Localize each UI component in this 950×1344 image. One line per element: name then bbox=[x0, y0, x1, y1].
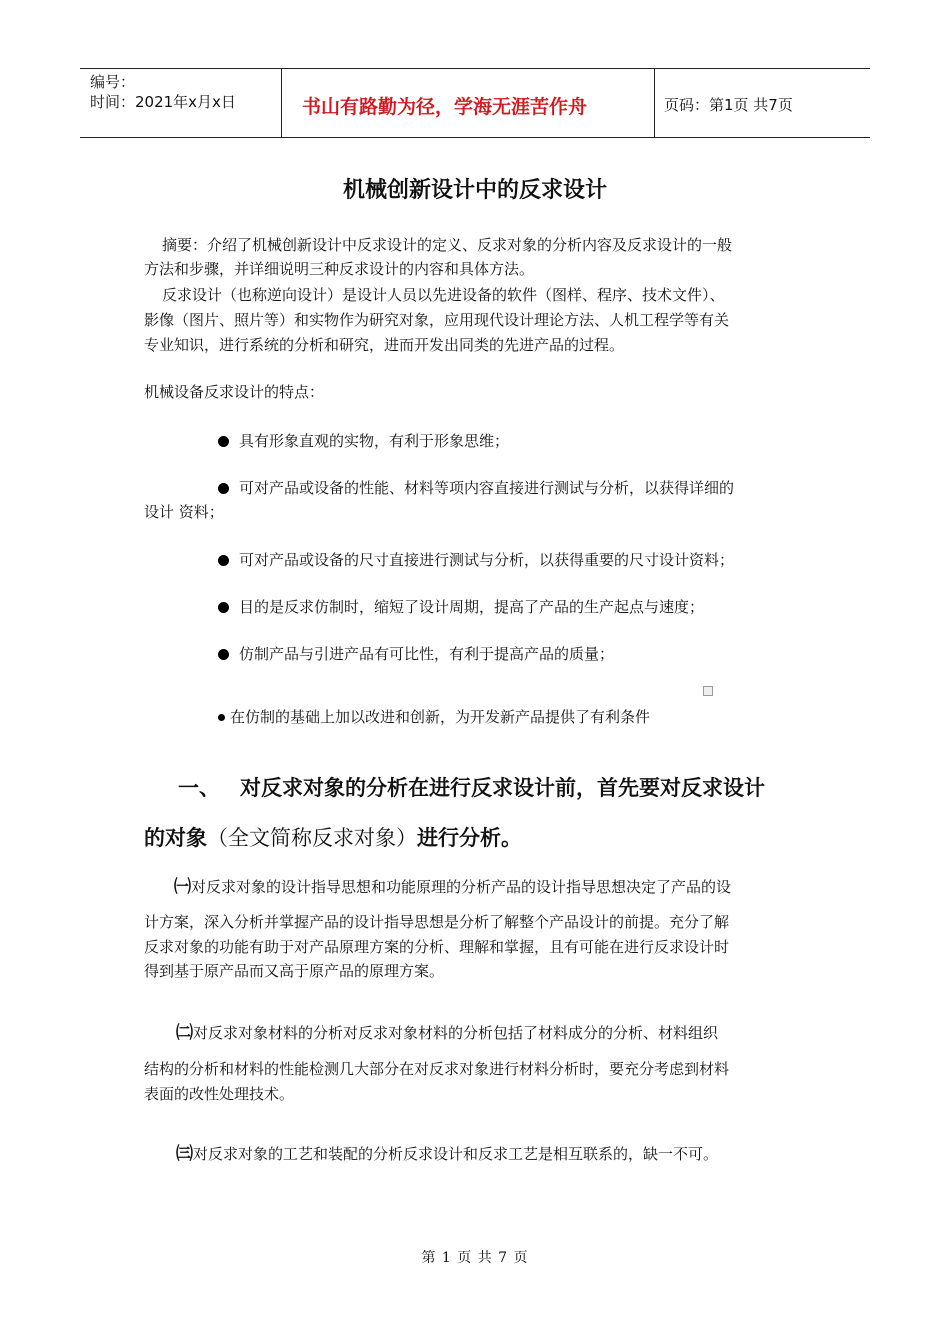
section-heading-text: 对反求对象的分析在进行反求设计前，首先要对反求设计 bbox=[240, 776, 765, 800]
section-heading-text: 进行分析。 bbox=[417, 826, 522, 850]
bullet-continuation: 设计 资料； bbox=[144, 503, 224, 521]
header-motto: 书山有路勤为径，学海无涯苦作舟 bbox=[302, 96, 588, 118]
definition-line: 专业知识，进行系统的分析和研究，进而开发出同类的先进产品的过程。 bbox=[144, 336, 625, 354]
bullet-dot bbox=[218, 649, 229, 660]
header-time-label: 时间：2021年x月x日 bbox=[90, 93, 236, 111]
bullet-text: 可对产品或设备的性能、材料等项内容直接进行测试与分析，以获得详细的 bbox=[239, 479, 735, 497]
abstract-line: 摘要：介绍了机械创新设计中反求设计的定义、反求对象的分析内容及反求设计的一般 bbox=[162, 236, 733, 254]
header-page-info: 页码：第1页 共7页 bbox=[664, 96, 793, 114]
subsection-mark: ㈠ bbox=[174, 877, 191, 897]
header-divider bbox=[654, 69, 655, 137]
section-number: 一、 bbox=[178, 776, 220, 800]
subsection-line bbox=[176, 1021, 718, 1045]
subsection-mark: ㈢ bbox=[176, 1144, 193, 1164]
bullet-text: 在仿制的基础上加以改进和创新，为开发新产品提供了有利条件 bbox=[230, 708, 651, 726]
feature-bullet-small bbox=[218, 706, 650, 727]
subsection-line bbox=[176, 1142, 718, 1166]
subsection-line: 反求对象的功能有助于对产品原理方案的分析、理解和掌握，且有可能在进行反求设计时 bbox=[144, 938, 730, 956]
subsection-line: 表面的改性处理技术。 bbox=[144, 1085, 295, 1103]
subsection-text: 对反求对象材料的分析对反求对象材料的分析包括了材料成分的分析、材料组织 bbox=[193, 1024, 719, 1042]
page-footer: 第 1 页 共 7 页 bbox=[421, 1250, 529, 1266]
feature-bullet bbox=[218, 549, 734, 570]
section-heading bbox=[178, 772, 765, 802]
bullet-dot bbox=[218, 483, 229, 494]
feature-bullet bbox=[218, 596, 704, 617]
bullet-dot bbox=[218, 555, 229, 566]
feature-bullet bbox=[218, 430, 509, 451]
subsection-line: 计方案，深入分析并掌握产品的设计指导思想是分析了解整个产品设计的前提。充分了解 bbox=[144, 913, 730, 931]
subsection-line: 得到基于原产品而又高于原产品的原理方案。 bbox=[144, 962, 445, 980]
bullet-text: 可对产品或设备的尺寸直接进行测试与分析，以获得重要的尺寸设计资料； bbox=[239, 551, 735, 569]
subsection-text: 对反求对象的设计指导思想和功能原理的分析产品的设计指导思想决定了产品的设 bbox=[191, 878, 732, 896]
definition-line: 反求设计（也称逆向设计）是设计人员以先进设备的软件（图样、程序、技术文件）、 bbox=[162, 286, 725, 304]
bullet-dot bbox=[218, 714, 225, 721]
embedded-object-icon bbox=[703, 686, 713, 696]
subsection-line bbox=[174, 875, 731, 899]
bullet-text: 仿制产品与引进产品有可比性，有利于提高产品的质量； bbox=[239, 645, 615, 663]
definition-line: 影像（图片、照片等）和实物作为研究对象，应用现代设计理论方法、人机工程学等有关 bbox=[144, 311, 730, 329]
subsection-line: 结构的分析和材料的性能检测几大部分在对反求对象进行材料分析时，要充分考虑到材料 bbox=[144, 1060, 730, 1078]
feature-bullet bbox=[218, 477, 734, 498]
subsection-text: 对反求对象的工艺和装配的分析反求设计和反求工艺是相互联系的，缺一不可。 bbox=[193, 1145, 719, 1163]
bullet-text: 具有形象直观的实物，有利于形象思维； bbox=[239, 432, 510, 450]
abstract-line: 方法和步骤，并详细说明三种反求设计的内容和具体方法。 bbox=[144, 260, 535, 278]
bullet-dot bbox=[218, 602, 229, 613]
bullet-text: 目的是反求仿制时，缩短了设计周期，提高了产品的生产起点与速度； bbox=[239, 598, 705, 616]
bullet-dot bbox=[218, 436, 229, 447]
feature-bullet bbox=[218, 643, 614, 664]
section-heading-cont bbox=[144, 822, 522, 852]
document-title: 机械创新设计中的反求设计 bbox=[342, 178, 607, 203]
section-heading-text: 的对象 bbox=[144, 826, 207, 850]
header-number-label: 编号： bbox=[90, 73, 136, 91]
header-divider bbox=[281, 69, 282, 137]
features-heading: 机械设备反求设计的特点： bbox=[144, 383, 325, 401]
subsection-mark: ㈡ bbox=[176, 1023, 193, 1043]
header-table bbox=[80, 68, 870, 138]
section-heading-note: （全文简称反求对象） bbox=[207, 826, 417, 850]
